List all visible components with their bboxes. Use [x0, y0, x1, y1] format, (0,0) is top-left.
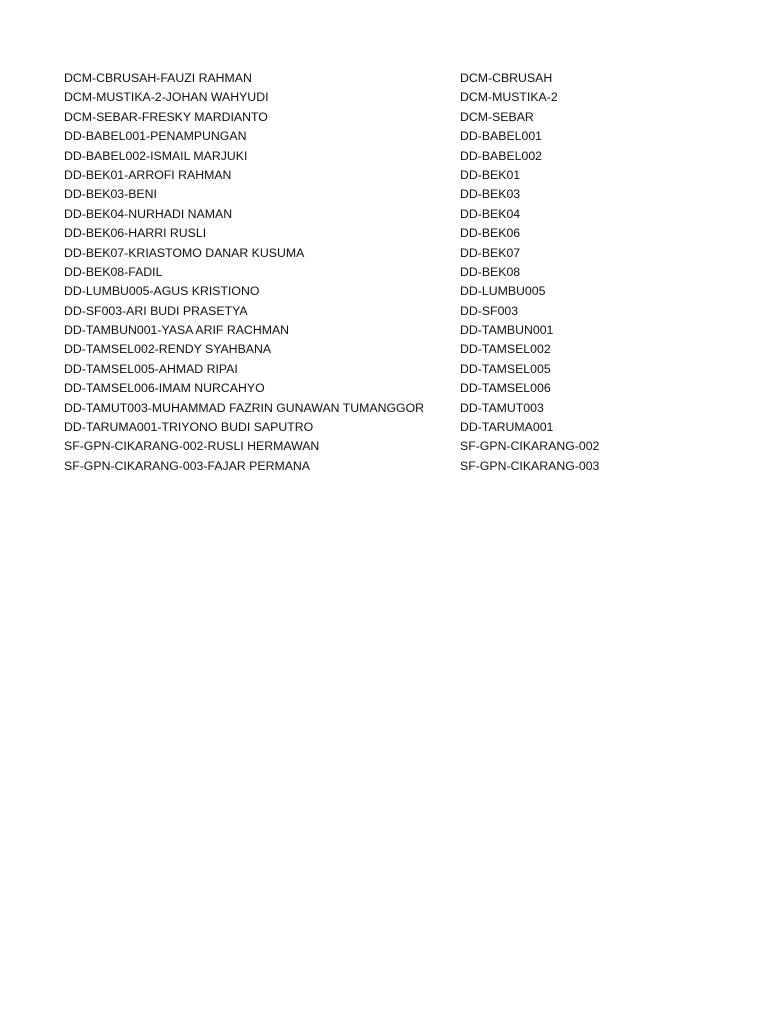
code-cell: DCM-CBRUSAH	[460, 71, 553, 85]
code-cell: DD-BEK04	[460, 206, 521, 221]
table-row	[64, 340, 704, 359]
table-row	[64, 147, 704, 166]
code-cell: DD-BABEL002	[460, 148, 543, 163]
code-cell: DD-TAMSEL006	[460, 381, 551, 396]
code-cell: DD-LUMBU005	[460, 284, 546, 299]
full-name-cell: DD-SF003-ARI BUDI PRASETYA	[64, 303, 248, 318]
full-name-cell: DD-TARUMA001-TRIYONO BUDI SAPUTRO	[64, 420, 314, 435]
full-name-cell: DD-TAMSEL006-IMAM NURCAHYO	[64, 381, 265, 396]
full-name-cell: DD-BEK01-ARROFI RAHMAN	[64, 167, 232, 182]
table-row	[64, 108, 704, 127]
code-cell: DD-BEK06	[460, 226, 521, 241]
code-cell: DD-BABEL001	[460, 129, 543, 144]
full-name-cell: DCM-SEBAR-FRESKY MARDIANTO	[64, 109, 268, 124]
table-row	[64, 88, 704, 107]
table-row	[64, 69, 704, 88]
code-cell: DD-BEK01	[460, 167, 521, 182]
full-name-cell: DD-LUMBU005-AGUS KRISTIONO	[64, 284, 260, 299]
code-cell: SF-GPN-CIKARANG-002	[460, 439, 600, 454]
table-row	[64, 282, 704, 301]
table-row	[64, 166, 704, 185]
full-name-cell: DCM-MUSTIKA-2-JOHAN WAHYUDI	[64, 90, 269, 105]
full-name-cell: DD-BEK07-KRIASTOMO DANAR KUSUMA	[64, 245, 305, 260]
table-row	[64, 263, 704, 282]
code-cell: DD-TAMSEL005	[460, 361, 551, 376]
full-name-cell: DD-TAMUT003-MUHAMMAD FAZRIN GUNAWAN TUMANGGOR	[64, 400, 425, 415]
full-name-cell: DD-BABEL001-PENAMPUNGAN	[64, 129, 247, 144]
table-row	[64, 127, 704, 146]
code-cell: DD-BEK08	[460, 264, 521, 279]
code-cell: DD-TAMSEL002	[460, 342, 551, 357]
full-name-cell: SF-GPN-CIKARANG-003-FAJAR PERMANA	[64, 458, 310, 473]
code-cell: DD-BEK03	[460, 187, 521, 202]
table-row	[64, 302, 704, 321]
table-row	[64, 360, 704, 379]
table-row	[64, 379, 704, 398]
data-table	[64, 69, 704, 476]
code-cell: DCM-MUSTIKA-2	[460, 90, 558, 105]
code-cell: DCM-SEBAR	[460, 109, 534, 124]
code-cell: DD-SF003	[460, 303, 519, 318]
full-name-cell: DD-BEK06-HARRI RUSLI	[64, 226, 207, 241]
full-name-cell: SF-GPN-CIKARANG-002-RUSLI HERMAWAN	[64, 439, 320, 454]
full-name-cell: DD-TAMSEL005-AHMAD RIPAI	[64, 361, 238, 376]
code-cell: DD-TAMBUN001	[460, 323, 554, 338]
code-cell: DD-TARUMA001	[460, 420, 554, 435]
table-row	[64, 418, 704, 437]
full-name-cell: DD-BEK04-NURHADI NAMAN	[64, 206, 233, 221]
full-name-cell: DD-TAMSEL002-RENDY SYAHBANA	[64, 342, 272, 357]
full-name-cell: DD-BABEL002-ISMAIL MARJUKI	[64, 148, 248, 163]
table-row	[64, 399, 704, 418]
full-name-cell: DD-BEK03-BENI	[64, 187, 157, 202]
full-name-cell: DCM-CBRUSAH-FAUZI RAHMAN	[64, 71, 252, 85]
full-name-cell: DD-BEK08-FADIL	[64, 264, 163, 279]
table-row	[64, 185, 704, 204]
table-row	[64, 321, 704, 340]
table-row	[64, 224, 704, 243]
code-cell: DD-BEK07	[460, 245, 521, 260]
table-row	[64, 205, 704, 224]
table-row	[64, 437, 704, 456]
code-cell: DD-TAMUT003	[460, 400, 544, 415]
code-cell: SF-GPN-CIKARANG-003	[460, 458, 600, 473]
table-row	[64, 244, 704, 263]
full-name-cell: DD-TAMBUN001-YASA ARIF RACHMAN	[64, 323, 290, 338]
table-row	[64, 457, 704, 476]
